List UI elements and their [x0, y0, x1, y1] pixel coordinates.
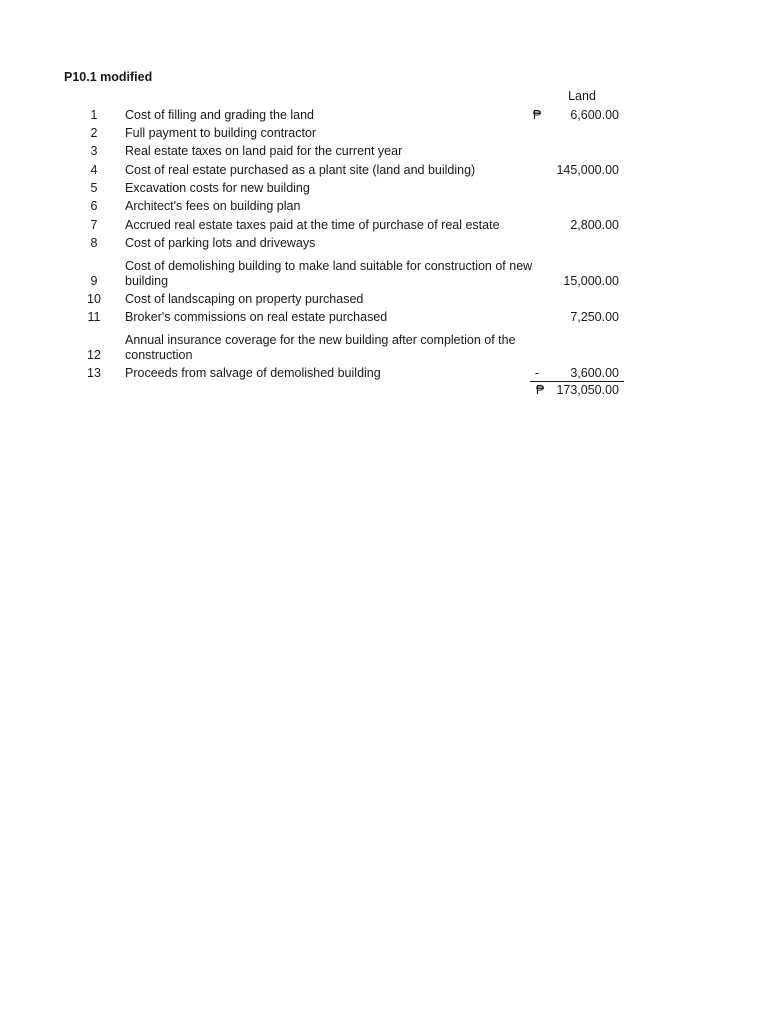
- row-number: 11: [87, 310, 101, 324]
- row-number: 1: [90, 108, 98, 122]
- row-number: 12: [87, 348, 101, 362]
- row-amount: 7,250.00: [570, 310, 619, 324]
- row-description: Accrued real estate taxes paid at the time of purchase of real estate: [125, 218, 500, 232]
- row-number: 13: [87, 366, 101, 380]
- row-number: 10: [87, 292, 101, 306]
- row-number: 6: [90, 199, 98, 213]
- row-description: Cost of real estate purchased as a plant site (land and building): [125, 163, 476, 177]
- row-amount: 6,600.00: [570, 108, 619, 122]
- row-description: Architect's fees on building plan: [125, 199, 301, 213]
- minus-sign: -: [534, 366, 540, 380]
- row-number: 2: [90, 126, 98, 140]
- row-description: Cost of filling and grading the land: [125, 108, 315, 122]
- row-number: 3: [90, 144, 98, 158]
- currency-symbol: ₱: [535, 383, 545, 397]
- row-number: 8: [90, 236, 98, 250]
- row-amount: 3,600.00: [570, 366, 619, 380]
- row-number: 4: [90, 163, 98, 177]
- row-description: Cost of landscaping on property purchased: [125, 292, 364, 306]
- document-title: P10.1 modified: [64, 70, 153, 84]
- row-description: Cost of demolishing building to make land suitable for construction of new building: [125, 259, 533, 288]
- currency-symbol: ₱: [532, 108, 542, 122]
- row-description: Excavation costs for new building: [125, 181, 310, 195]
- row-number: 7: [90, 218, 98, 232]
- column-header-land: Land: [568, 89, 596, 103]
- row-description: Broker's commissions on real estate purchased: [125, 310, 388, 324]
- total-underline: [530, 381, 624, 382]
- row-description: Full payment to building contractor: [125, 126, 317, 140]
- row-description: Proceeds from salvage of demolished building: [125, 366, 381, 380]
- row-amount: 15,000.00: [563, 274, 619, 288]
- row-number: 9: [90, 274, 98, 288]
- row-description: Real estate taxes on land paid for the current year: [125, 144, 403, 158]
- row-amount: 145,000.00: [556, 163, 619, 177]
- row-amount: 2,800.00: [570, 218, 619, 232]
- total-amount: 173,050.00: [556, 383, 619, 397]
- row-description: Annual insurance coverage for the new building after completion of the construction: [125, 333, 516, 362]
- row-number: 5: [90, 181, 98, 195]
- row-description: Cost of parking lots and driveways: [125, 236, 316, 250]
